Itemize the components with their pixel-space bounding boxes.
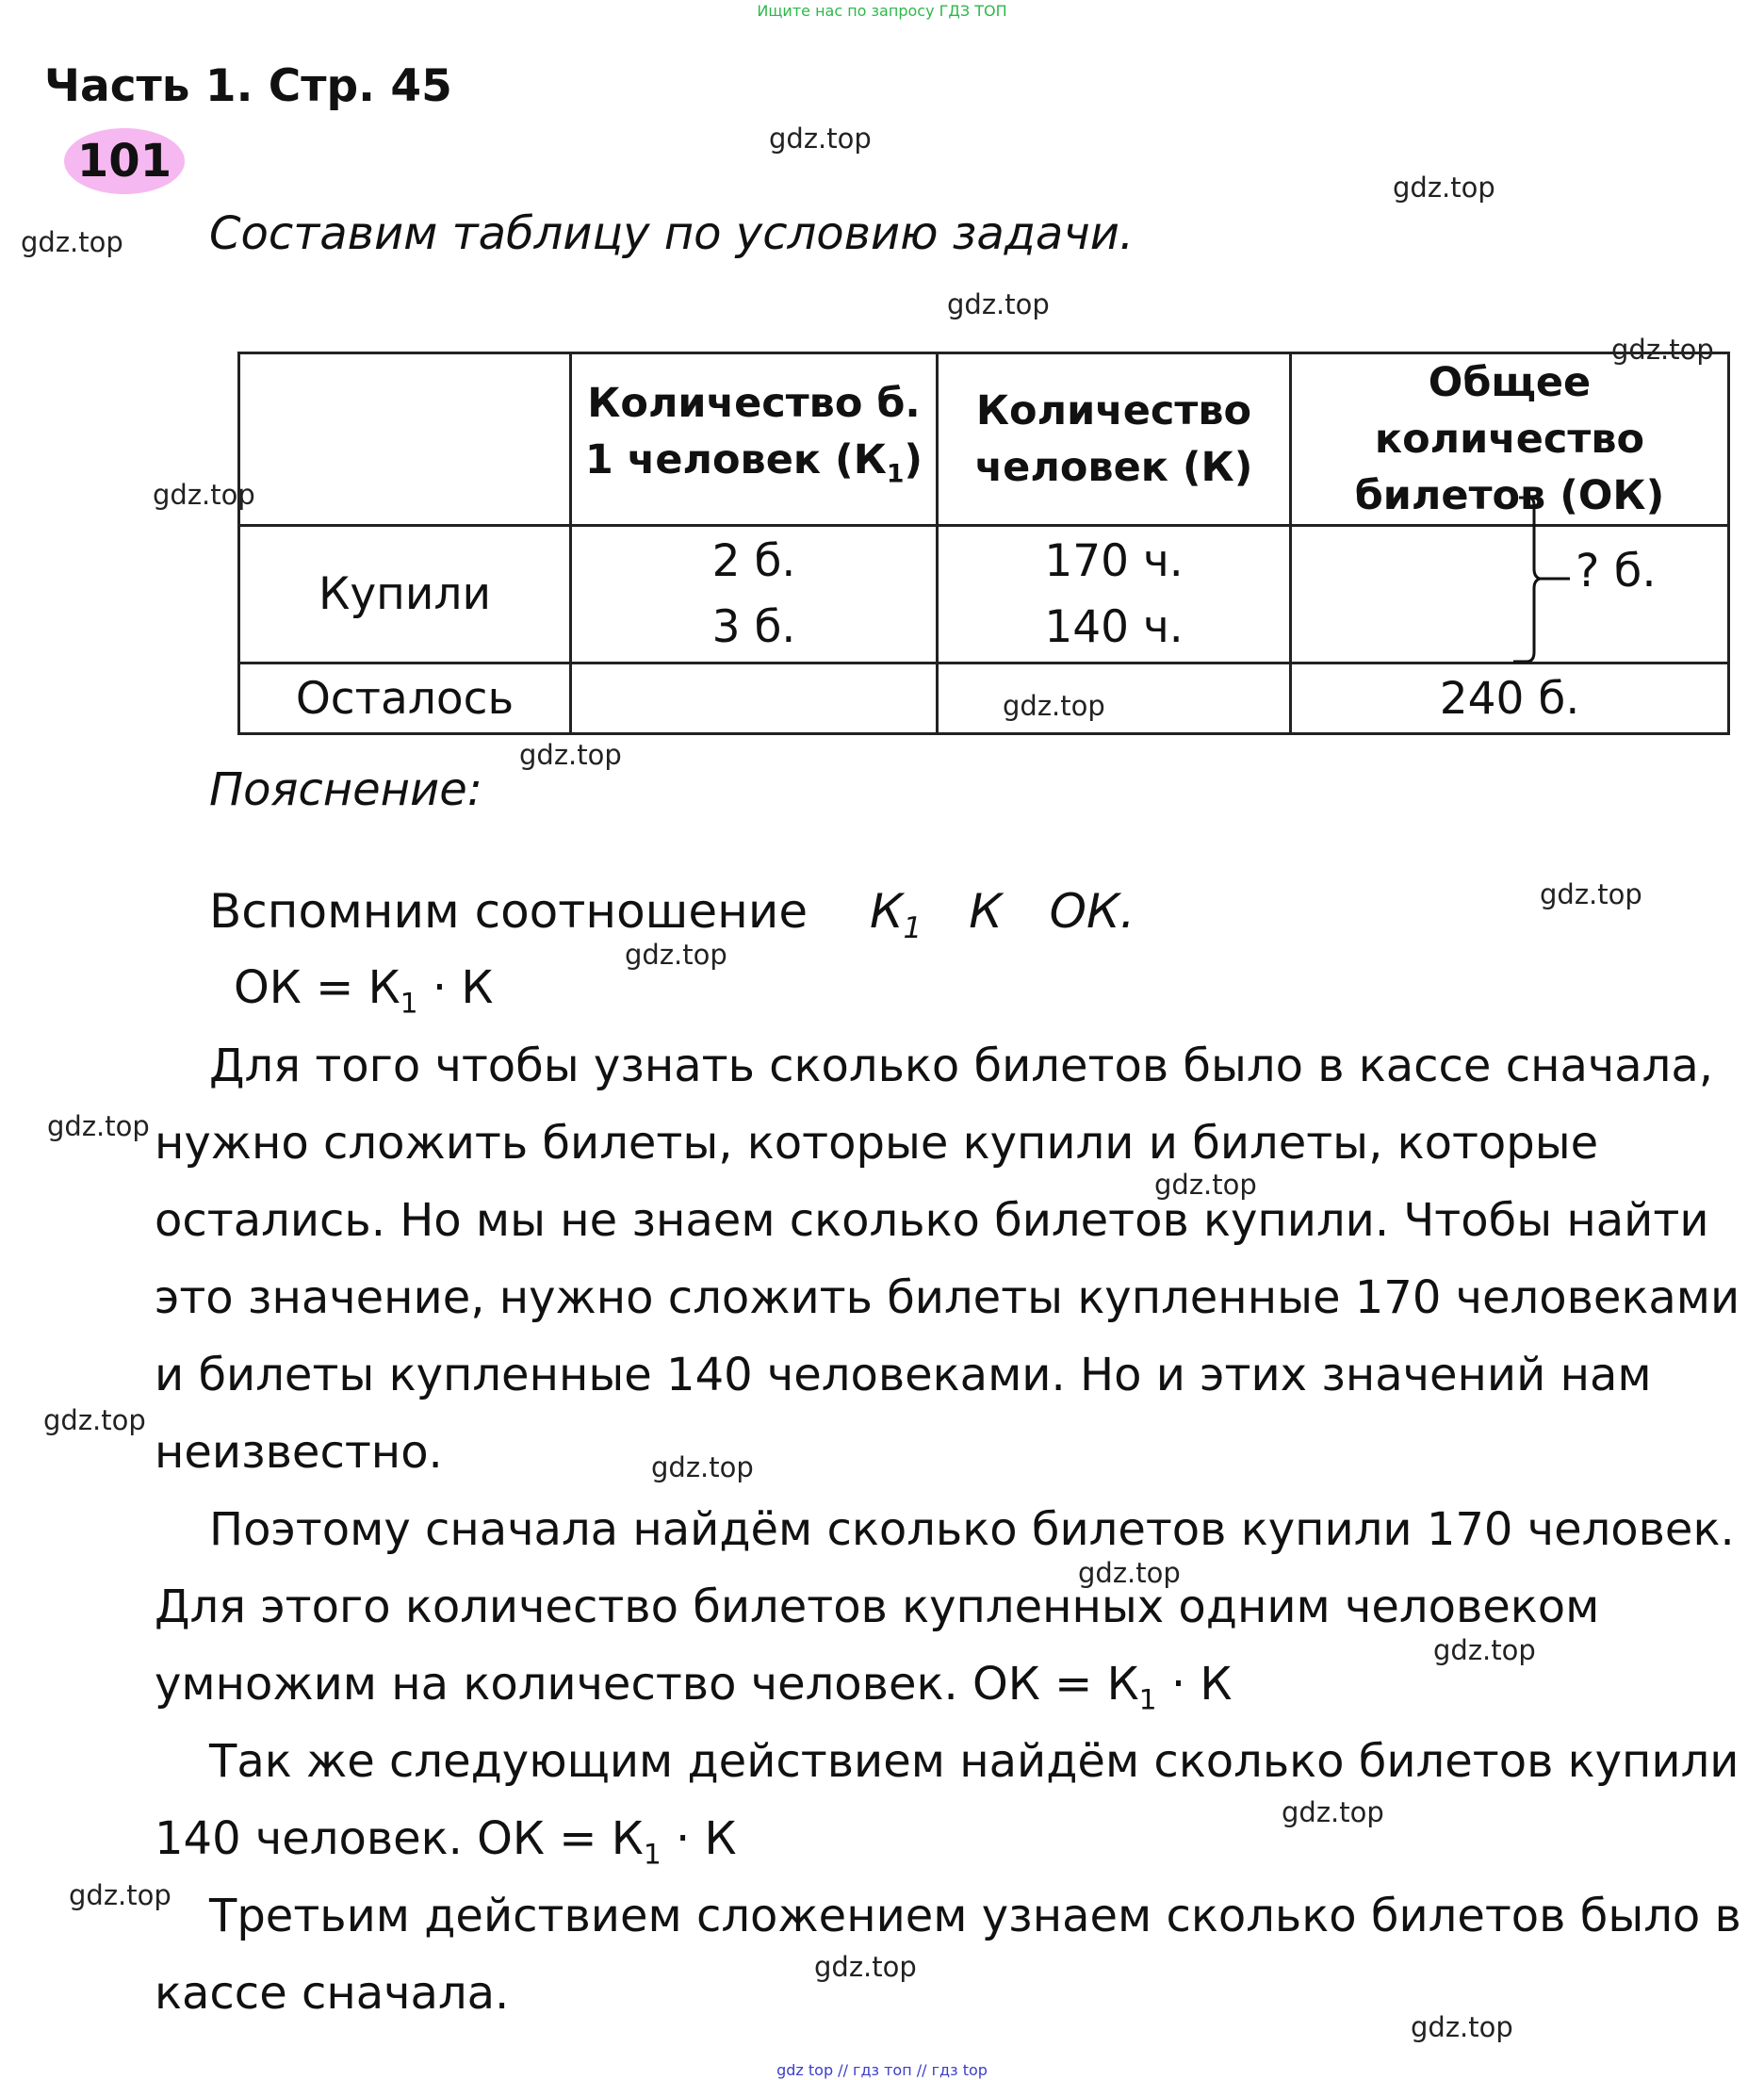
bought-k-b: 140 ч. xyxy=(1044,600,1184,653)
formula-right: · К xyxy=(417,961,494,1014)
p1-line-6: неизвестно. xyxy=(155,1426,443,1479)
left-ok: 240 б. xyxy=(1291,663,1729,734)
page-title: Часть 1. Стр. 45 xyxy=(44,60,452,112)
watermark: gdz.top xyxy=(947,288,1050,320)
watermark: gdz.top xyxy=(814,1951,917,1983)
top-banner[interactable]: Ищите нас по запросу ГДЗ ТОП xyxy=(757,2,1007,20)
watermark: gdz.top xyxy=(1411,2011,1513,2043)
watermark: gdz.top xyxy=(1433,1634,1536,1666)
p3-line-2 xyxy=(155,1812,737,1872)
recall-text: Вспомним соотношение xyxy=(209,884,808,939)
left-label: Осталось xyxy=(239,663,571,734)
table-row-left xyxy=(239,663,1729,734)
header-k1-line1: Количество б. xyxy=(587,380,921,428)
header-k-line2: человек (К) xyxy=(974,444,1253,491)
bought-k1-a: 2 б. xyxy=(711,534,796,587)
watermark: gdz.top xyxy=(47,1110,150,1142)
bought-k1 xyxy=(571,526,938,663)
curly-brace-icon xyxy=(1508,496,1583,665)
p2-line-2: Для этого количество билетов купленных одним человеком xyxy=(155,1580,1600,1633)
header-k1-close: ) xyxy=(904,436,923,484)
watermark: gdz.top xyxy=(1282,1796,1384,1828)
header-k1-sub: 1 xyxy=(886,459,905,489)
watermark: gdz.top xyxy=(519,739,622,771)
watermark: gdz.top xyxy=(153,479,255,511)
watermark: gdz.top xyxy=(1154,1169,1257,1201)
bought-k1-b: 3 б. xyxy=(711,600,796,653)
header-k1 xyxy=(571,353,938,526)
p1-line-2: нужно сложить билеты, которые купили и билеты, которые xyxy=(155,1117,1599,1170)
recall-k: К xyxy=(969,884,1003,939)
p2-line-1: Поэтому сначала найдём сколько билетов купили 170 человек. xyxy=(209,1503,1735,1556)
p1-line-3: остались. Но мы не знаем сколько билетов купили. Чтобы найти xyxy=(155,1194,1709,1247)
header-ok-line2: билетов (ОК) xyxy=(1354,472,1665,519)
recall-k1 xyxy=(870,884,923,945)
answer-unknown: ? б. xyxy=(1576,545,1657,598)
p2-line-3 xyxy=(155,1658,1232,1717)
bought-k-a: 170 ч. xyxy=(1044,534,1184,587)
p1-line-1: Для того чтобы узнать сколько билетов было в кассе сначала, xyxy=(209,1040,1714,1092)
header-k xyxy=(938,353,1291,526)
bought-label: Купили xyxy=(239,526,571,663)
watermark: gdz.top xyxy=(769,123,872,155)
p3-line-2-text: 140 человек. ОК = К xyxy=(155,1812,644,1865)
explanation-label: Пояснение: xyxy=(209,763,482,816)
p2-formula-right: · К xyxy=(1156,1658,1233,1711)
p4-line-1: Третьим действием сложением узнаем сколько билетов было в xyxy=(209,1890,1741,1942)
watermark: gdz.top xyxy=(21,226,123,258)
header-k1-line2: 1 человек (К xyxy=(584,436,887,484)
formula-main xyxy=(234,961,493,1021)
task-table xyxy=(237,352,1730,735)
table-row-bought xyxy=(239,526,1729,663)
p3-formula-right: · К xyxy=(661,1812,737,1865)
p4-line-2: кассе сначала. xyxy=(155,1967,510,2020)
recall-k1-letter: К xyxy=(870,884,904,939)
watermark: gdz.top xyxy=(625,939,727,971)
formula-sub: 1 xyxy=(400,987,418,1021)
formula-left: ОК = К xyxy=(234,961,400,1014)
bought-k xyxy=(938,526,1291,663)
bottom-banner[interactable]: gdz top // гдз топ // гдз top xyxy=(776,2061,988,2079)
watermark: gdz.top xyxy=(1611,334,1714,366)
watermark: gdz.top xyxy=(1003,690,1105,722)
left-k xyxy=(938,663,1291,734)
p1-line-4: это значение, нужно сложить билеты купленные 170 человеками xyxy=(155,1271,1740,1324)
recall-ok: ОК. xyxy=(1049,884,1135,939)
watermark: gdz.top xyxy=(1540,878,1642,910)
intro-text: Составим таблицу по условию задачи. xyxy=(209,207,1135,260)
table-header-row xyxy=(239,353,1729,526)
watermark: gdz.top xyxy=(1078,1557,1181,1589)
watermark: gdz.top xyxy=(69,1879,172,1911)
watermark: gdz.top xyxy=(1393,172,1495,204)
watermark: gdz.top xyxy=(43,1404,146,1436)
recall-line xyxy=(209,884,1135,945)
p3-sub: 1 xyxy=(643,1838,662,1872)
task-number: 101 xyxy=(76,135,172,188)
p2-sub: 1 xyxy=(1138,1683,1157,1717)
p2-line-3-text: умножим на количество человек. ОК = К xyxy=(155,1658,1139,1711)
header-ok-line1: Общее количество xyxy=(1374,359,1645,463)
header-empty-cell xyxy=(239,353,571,526)
left-k1 xyxy=(571,663,938,734)
recall-k1-sub: 1 xyxy=(903,911,923,945)
watermark: gdz.top xyxy=(651,1451,754,1483)
header-k-line1: Количество xyxy=(975,387,1252,434)
p1-line-5: и билеты купленные 140 человеками. Но и этих значений нам xyxy=(155,1349,1652,1401)
p3-line-1: Так же следующим действием найдём сколько билетов купили xyxy=(209,1735,1740,1788)
